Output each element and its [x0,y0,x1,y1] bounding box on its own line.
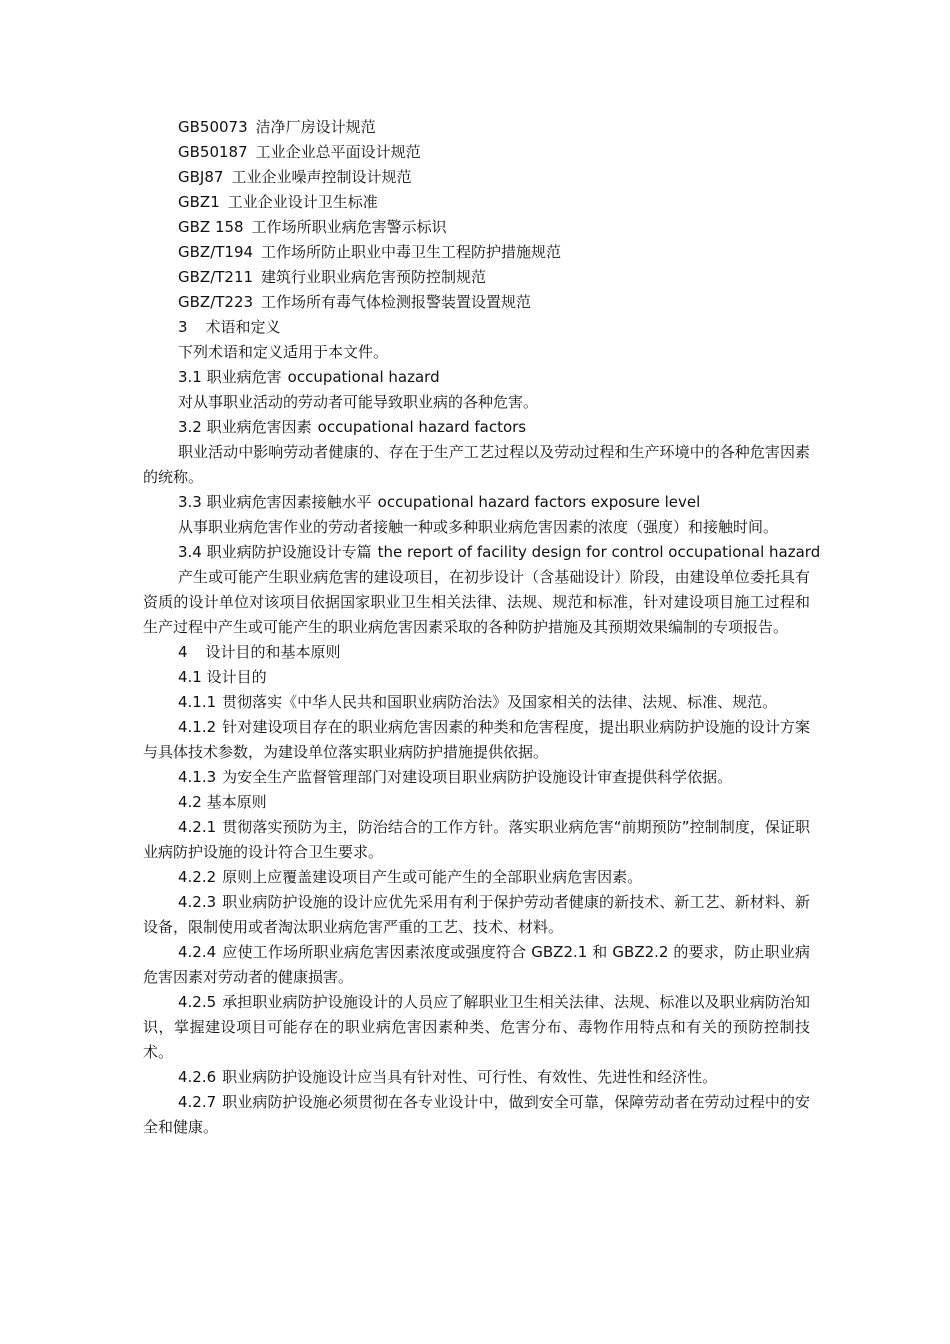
term-heading [143,490,810,515]
clause-paragraph [143,865,810,890]
clause-number: 4.2.1 [178,818,217,836]
clause-text: 承担职业病防护设施设计的人员应了解职业卫生相关法律、法规、标准以及职业病防治知识，掌握建设项目可能存在的职业病危害因素种类、危害分布、毒物作用特点和有关的预防控制技术。 [143,993,810,1061]
clause-paragraph [143,990,810,1065]
reference-code: GB50073 [178,118,248,136]
subsection-number: 4.1 [178,668,202,686]
clause-paragraph [143,815,810,865]
section-title: 术语和定义 [205,318,281,336]
term-english: occupational hazard factors exposure level [377,493,701,511]
clause-text: 职业病防护设施的设计应优先采用有利于保护劳动者健康的新技术、新工艺、新材料、新设备，限制使用或者淘汰职业病危害严重的工艺、技术、材料。 [143,893,810,936]
clause-paragraph [143,940,810,990]
section-number: 4 [178,643,188,661]
reference-title: 工业企业噪声控制设计规范 [231,168,412,186]
term-english: occupational hazard factors [317,418,527,436]
term-definition: 产生或可能产生职业病危害的建设项目，在初步设计（含基础设计）阶段，由建设单位委托具有资质的设计单位对该项目依据国家职业卫生相关法律、法规、规范和标准，针对建设项目施工过程和生产过程中产生或可能产生的职业病危害因素采取的各种防护措施及其预期效果编制的专项报告。 [143,568,810,636]
reference-item [143,115,810,140]
term-definition: 对从事职业活动的劳动者可能导致职业病的各种危害。 [178,393,539,411]
clause-number: 4.2.7 [178,1093,217,1111]
clause-number: 4.2.3 [178,893,217,911]
term-number: 3.1 [178,368,202,386]
clause-number: 4.2.6 [178,1068,217,1086]
section-title: 设计目的和基本原则 [205,643,341,661]
clause-number: 4.1.1 [178,693,217,711]
clause-text: 职业病防护设施设计应当具有针对性、可行性、有效性、先进性和经济性。 [222,1068,718,1086]
term-chinese: 职业病危害 [206,368,282,386]
reference-code: GBZ 158 [178,218,244,236]
term-number: 3.3 [178,493,202,511]
term-number: 3.4 [178,543,202,561]
clause-number: 4.2.2 [178,868,217,886]
clause-paragraph [143,690,810,715]
reference-code: GBZ/T223 [178,293,254,311]
reference-item [143,190,810,215]
subsection-heading [143,790,810,815]
reference-item [143,265,810,290]
clause-paragraph [143,765,810,790]
reference-title: 建筑行业职业病危害预防控制规范 [261,268,487,286]
reference-title: 工业企业设计卫生标准 [227,193,378,211]
clause-text: 贯彻落实预防为主，防治结合的工作方针。落实职业病危害“前期预防”控制制度，保证职业病防护设施的设计符合卫生要求。 [143,818,810,861]
reference-code: GBZ/T211 [178,268,254,286]
section-heading [143,640,810,665]
clause-text: 针对建设项目存在的职业病危害因素的种类和危害程度，提出职业病防护设施的设计方案与具体技术参数，为建设单位落实职业病防护措施提供依据。 [143,718,810,761]
document-body [143,115,821,1140]
term-heading [143,365,810,390]
reference-code: GBZ1 [178,193,220,211]
reference-item [143,140,810,165]
term-definition: 职业活动中影响劳动者健康的、存在于生产工艺过程以及劳动过程和生产环境中的各种危害因素的统称。 [143,443,810,486]
clause-paragraph [143,1065,810,1090]
section-heading [143,315,810,340]
subsection-title: 基本原则 [206,793,267,811]
clause-text: 原则上应覆盖建设项目产生或可能产生的全部职业病危害因素。 [222,868,643,886]
reference-title: 工业企业总平面设计规范 [255,143,421,161]
clause-text: 为安全生产监督管理部门对建设项目职业病防护设施设计审查提供科学依据。 [222,768,733,786]
clause-number: 4.1.2 [178,718,217,736]
clause-paragraph [143,1090,810,1140]
reference-item [143,215,810,240]
clause-text: 职业病防护设施必须贯彻在各专业设计中，做到安全可靠，保障劳动者在劳动过程中的安全和健康。 [143,1093,810,1136]
clause-text: 贯彻落实《中华人民共和国职业病防治法》及国家相关的法律、法规、标准、规范。 [222,693,778,711]
reference-title: 工作场所有毒气体检测报警装置设置规范 [261,293,532,311]
term-english: occupational hazard [287,368,440,386]
subsection-heading [143,665,810,690]
reference-title: 洁净厂房设计规范 [255,118,376,136]
reference-item [143,240,810,265]
section-number: 3 [178,318,188,336]
term-english: the report of facility design for control occupational hazard [377,543,821,561]
clause-number: 4.2.4 [178,943,217,961]
reference-code: GB50187 [178,143,248,161]
section-intro: 下列术语和定义适用于本文件。 [178,343,389,361]
term-definition: 从事职业病危害作业的劳动者接触一种或多种职业病危害因素的浓度（强度）和接触时间。 [178,518,779,536]
term-heading [143,415,810,440]
reference-item [143,165,810,190]
reference-title: 工作场所职业病危害警示标识 [251,218,447,236]
term-chinese: 职业病防护设施设计专篇 [206,543,372,561]
reference-title: 工作场所防止职业中毒卫生工程防护措施规范 [261,243,562,261]
reference-code: GBZ/T194 [178,243,254,261]
subsection-number: 4.2 [178,793,202,811]
term-chinese: 职业病危害因素 [206,418,312,436]
clause-number: 4.1.3 [178,768,217,786]
clause-number: 4.2.5 [178,993,217,1011]
subsection-title: 设计目的 [206,668,267,686]
term-heading [143,540,821,565]
clause-paragraph [143,715,810,765]
reference-item [143,290,810,315]
term-number: 3.2 [178,418,202,436]
term-chinese: 职业病危害因素接触水平 [206,493,372,511]
clause-paragraph [143,890,810,940]
reference-code: GBJ87 [178,168,224,186]
clause-text: 应使工作场所职业病危害因素浓度或强度符合 GBZ2.1 和 GBZ2.2 的要求，防止职业病危害因素对劳动者的健康损害。 [143,943,810,986]
